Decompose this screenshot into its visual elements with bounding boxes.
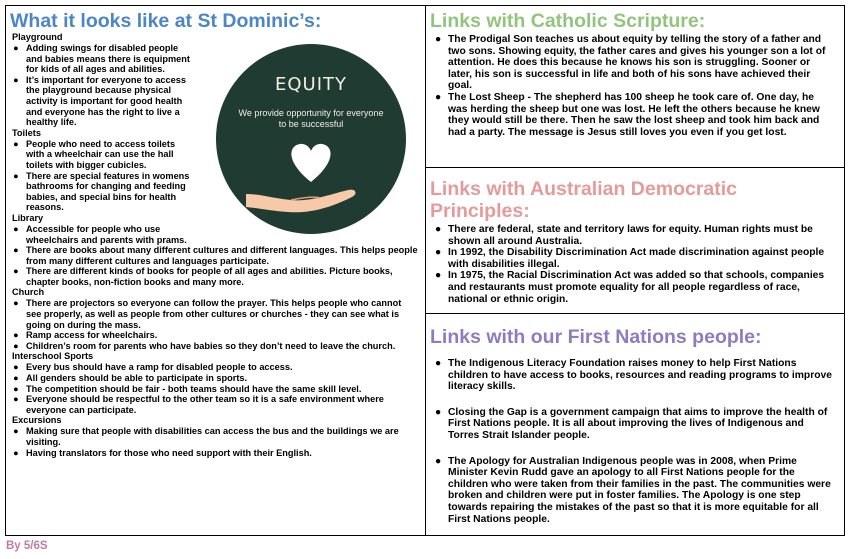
bullet-icon: ● — [435, 358, 442, 369]
list-item: ● The Lost Sheep - The shepherd has 100 sheep he took care of. One day, he was herding the sheep but one was lost. He left the others because he knew they would still be there. Then he saw the lost sheep and took him back and had a party. The message is Jesus still loves you even if you get lost. — [435, 91, 820, 138]
scripture-heading: Links with Catholic Scripture: — [430, 10, 706, 32]
section-excursions — [6, 415, 425, 426]
bullet-icon: ● — [435, 406, 442, 418]
list-item: ● Making sure that people with disabilities can access the bus and the buildings we are visiting. — [13, 426, 399, 447]
list-item: ● Adding swings for disabled people and babies means there is equipment for kids of all ages and abilities. — [13, 43, 190, 75]
sports-list — [6, 362, 425, 415]
section-label: Excursions — [12, 415, 62, 426]
list-item: ● In 1975, the Racial Discrimination Act was added so that schools, companies and restaurants must promote equality for all people regardless of race, national or ethnic origin. — [435, 270, 825, 305]
badge-title: EQUITY — [274, 74, 347, 95]
bullet-icon: ● — [13, 223, 19, 234]
list-item: ● There are special features in womens bathrooms for changing and feeding babies, and special bins for health reasons. — [13, 170, 190, 213]
scripture-list — [426, 34, 844, 138]
section-label: Interschool Sports — [12, 351, 94, 362]
list-item: ● There are federal, state and territory laws for equity. Human rights must be shown all around Australia. — [435, 224, 813, 247]
bullet-icon: ● — [13, 340, 19, 351]
excursions-list — [6, 426, 425, 458]
bullet-icon: ● — [435, 247, 442, 259]
list-item: ● There are projectors so everyone can follow the prayer. This helps people who cannot see properly, as well as people from other cultures or churches - they can see what is going on during the mass. — [13, 298, 402, 330]
list-item: ● Children’s room for parents who have babies so they don’t need to leave the church. — [13, 340, 396, 351]
right-column — [426, 6, 844, 535]
list-item: ● Accessible for people who use wheelchairs and parents with prams. — [13, 223, 187, 245]
democratic-heading: Links with Australian Democratic Principles: — [430, 178, 738, 222]
list-item: ● The Prodigal Son teaches us about equity by telling the story of a father and two sons. Showing equity, the father cares and gives his younger son a lot of attention. He does this because he knows his son is struggling. Sooner or later, his son is successful in life and both of his sons have achieved their goal. — [435, 34, 826, 92]
badge-text: We provide opportunity for everyone to be successful — [238, 108, 384, 129]
left-column — [6, 6, 426, 535]
list-item: ● Everyone should be respectful to the other team so it is a safe environment where everyone can participate. — [13, 394, 384, 415]
list-item: ● There are different kinds of books for people of all ages and abilities. Picture books, chapter books, non-fiction books and many more. — [13, 266, 393, 287]
list-item: ● All genders should be able to participate in sports. — [13, 373, 248, 384]
bullet-icon: ● — [13, 298, 19, 309]
bullet-icon: ● — [435, 270, 442, 282]
first-nations-panel — [426, 314, 844, 535]
left-heading: What it looks like at St Dominic’s: — [10, 10, 322, 32]
section-label: Library — [12, 212, 44, 223]
heart-in-hand-icon — [216, 44, 406, 234]
bullet-icon: ● — [13, 362, 19, 373]
list-item: ● Ramp access for wheelchairs. — [13, 330, 158, 341]
section-label: Toilets — [12, 127, 41, 138]
first-nations-list — [426, 358, 844, 525]
list-item: ● It’s important for everyone to access the playground because physical activity is important for good health and everyone has the right to live a healthy life. — [13, 74, 186, 128]
bullet-icon: ● — [435, 91, 442, 103]
section-playground — [6, 32, 425, 43]
list-item: ● The competition should be fair - both teams should have the same skill level. — [13, 383, 362, 394]
bullet-icon: ● — [13, 43, 19, 53]
bullet-icon: ● — [13, 138, 19, 149]
section-label: Church — [12, 287, 45, 298]
bullet-icon: ● — [435, 455, 442, 467]
bullet-icon: ● — [13, 394, 19, 405]
list-item: ● In 1992, the Disability Discrimination Act made discrimination against people with disabilities illegal. — [435, 247, 825, 270]
church-list — [6, 298, 425, 351]
bullet-icon: ● — [13, 447, 19, 458]
scripture-panel — [426, 6, 844, 168]
section-interschool-sports — [6, 351, 425, 362]
democratic-list — [426, 224, 844, 305]
first-nations-heading: Links with our First Nations people: — [430, 326, 762, 348]
bullet-icon: ● — [13, 266, 19, 277]
list-item: ● The Indigenous Literacy Foundation raises money to help First Nations children to have access to books, resources and reading programs to improve literacy skills. — [435, 358, 832, 393]
bullet-icon: ● — [13, 373, 19, 384]
list-item: ● The Apology for Australian Indigenous people was in 2008, when Prime Minister Kevin Rudd gave an apology to all First Nations people for the children who were taken from their families in the past. The communities were broken and children were put in foster families. The Apology is one step towards repairing the mistakes of the past so that it is more equitable for all First Nations people. — [435, 455, 831, 525]
bullet-icon: ● — [13, 383, 19, 394]
list-item: ● Every bus should have a ramp for disabled people to access. — [13, 362, 293, 373]
bullet-icon: ● — [435, 224, 442, 235]
bullet-icon: ● — [435, 34, 442, 45]
bullet-icon: ● — [13, 74, 19, 85]
bullet-icon: ● — [13, 245, 19, 256]
list-item: ● Closing the Gap is a government campaign that aims to improve the health of First Nations people. It is all about improving the lives of Indigenous and Torres Strait Islander people. — [435, 406, 828, 441]
list-item: ● Having translators for those who need support with their English. — [13, 447, 312, 458]
equity-badge — [216, 44, 406, 234]
section-label: Playground — [12, 32, 63, 42]
bullet-icon: ● — [13, 170, 19, 181]
byline: By 5/6S — [6, 540, 48, 552]
list-item: ● There are books about many different cultures and different languages. This helps people from many different cultures and languages participate. — [13, 245, 418, 266]
democratic-panel — [426, 168, 844, 314]
list-item: ● People who need to access toilets with a wheelchair can use the hall toilets with bigger cubicles. — [13, 138, 176, 170]
bullet-icon: ● — [13, 330, 19, 341]
bullet-icon: ● — [13, 426, 19, 437]
section-church — [6, 287, 425, 298]
poster-frame — [5, 5, 845, 536]
